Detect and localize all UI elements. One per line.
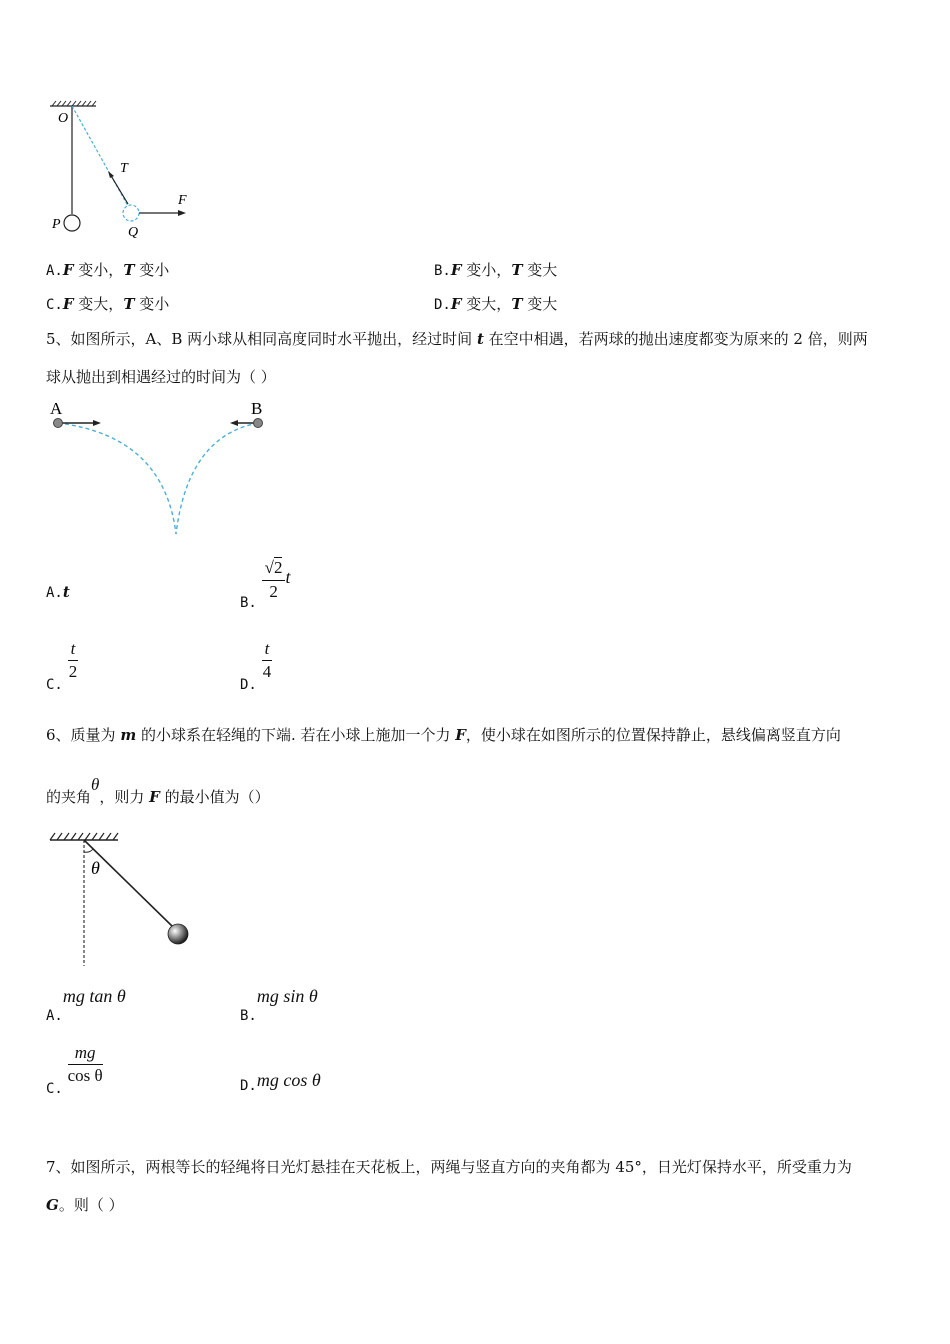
label-t: T bbox=[120, 161, 128, 176]
q5-stem-line1: 5、如图所示，A、B 两小球从相同高度同时水平抛出，经过时间 t 在空中相遇，若两球的抛出速度都变为原来的 2 倍，则两 bbox=[46, 330, 868, 348]
pendulum-force-figure bbox=[44, 98, 204, 248]
q6-option-d: D.mg cos θ bbox=[240, 1070, 321, 1094]
label-o: O bbox=[58, 111, 69, 126]
q5-option-a: A.t bbox=[46, 583, 70, 601]
q6-option-c: C. $\frac{mg}{\text{cos θ}}$ bbox=[46, 1043, 103, 1097]
label-f: F bbox=[178, 193, 187, 208]
q5-stem-line2: 球从抛出到相遇经过的时间为（ ） bbox=[46, 368, 276, 386]
q7-stem-line2: G。则（ ） bbox=[46, 1196, 124, 1214]
projectile-meeting-figure bbox=[44, 396, 274, 541]
q5-option-c: C. $\frac{t}{2}$ bbox=[46, 639, 78, 693]
q4-option-b: B.F 变小，T 变大 bbox=[434, 261, 558, 279]
ball bbox=[168, 924, 188, 944]
q4-option-d: D.F 变大，T 变大 bbox=[434, 295, 558, 313]
q5-option-b: B. $\frac{√2}{2}$ t bbox=[240, 558, 291, 611]
q5-option-d: D. $\frac{t}{4}$ bbox=[240, 639, 272, 693]
label-p: P bbox=[52, 217, 61, 232]
q6-stem-line2: 的夹角θ，则力 F 的最小值为（） bbox=[46, 775, 270, 806]
q6-option-a: A.mg tan θ bbox=[46, 986, 126, 1024]
label-theta: θ bbox=[91, 858, 100, 878]
pendulum-angle-figure bbox=[44, 826, 204, 968]
q6-stem-line1: 6、质量为 m 的小球系在轻绳的下端. 若在小球上施加一个力 F，使小球在如图所示的位置保持静止，悬线偏离竖直方向 bbox=[46, 726, 841, 744]
label-a: A bbox=[50, 399, 63, 418]
label-q: Q bbox=[128, 225, 139, 240]
q7-stem-line1: 7、如图所示，两根等长的轻绳将日光灯悬挂在天花板上，两绳与竖直方向的夹角都为 45°，日光灯保持水平，所受重力为 bbox=[46, 1158, 852, 1176]
label-b: B bbox=[251, 399, 263, 418]
q4-option-a: A.F 变小，T 变小 bbox=[46, 261, 170, 279]
q6-option-b: B.mg sin θ bbox=[240, 986, 318, 1024]
q4-option-c: C.F 变大，T 变小 bbox=[46, 295, 170, 313]
